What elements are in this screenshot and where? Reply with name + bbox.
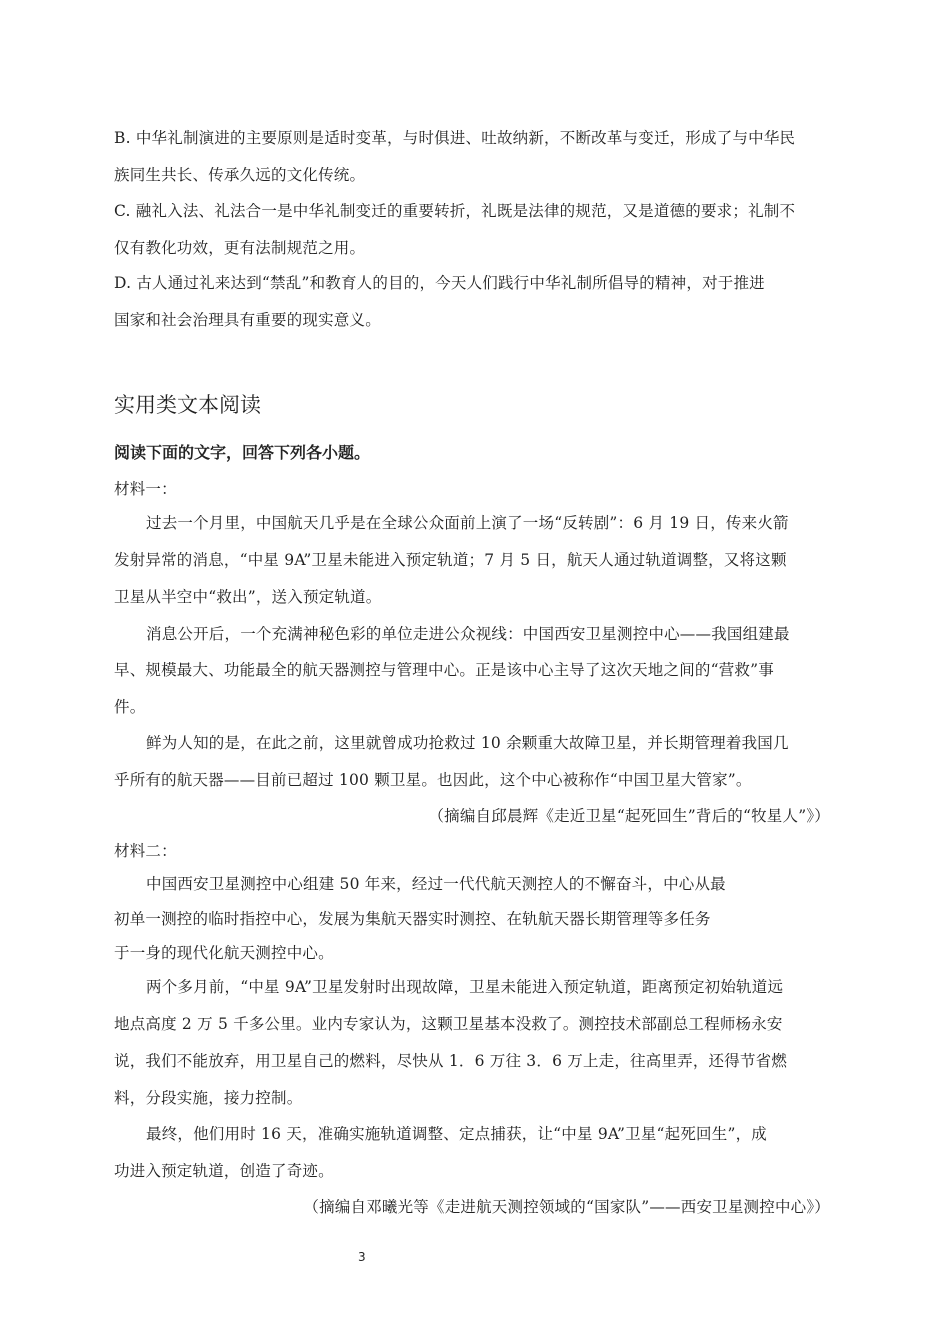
material-2-source: （摘编自邓曦光等《走进航天测控领域的“国家队”——西安卫星测控中心》） [303,1198,830,1216]
option-b-line-2: 族同生共长、传承久远的文化传统。 [114,166,366,184]
material-2-line: 于一身的现代化航天测控中心。 [114,944,334,962]
material-1-line: 发射异常的消息，“中星 9A”卫星未能进入预定轨道；7 月 5 日，航天人通过轨道调整，又将这颗 [114,551,787,569]
material-1-line: 早、规模最大、功能最全的航天器测控与管理中心。正是该中心主导了这次天地之间的“营救”事 [114,661,774,679]
option-d-line-1: D. 古人通过礼来达到“禁乱”和教育人的目的，今天人们践行中华礼制所倡导的精神，对于推进 [114,274,765,292]
page-number: 3 [358,1250,366,1264]
section-instruction: 阅读下面的文字，回答下列各小题。 [114,443,371,462]
material-1-line: 乎所有的航天器——目前已超过 100 颗卫星。也因此，这个中心被称作“中国卫星大管家”。 [114,771,752,789]
material-2-line: 功进入预定轨道，创造了奇迹。 [114,1162,334,1180]
material-1-line: 消息公开后，一个充满神秘色彩的单位走进公众视线：中国西安卫星测控中心——我国组建最 [146,625,790,643]
material-1-line: 件。 [114,698,146,716]
option-c-line-1: C. 融礼入法、礼法合一是中华礼制变迁的重要转折，礼既是法律的规范，又是道德的要求；礼制不 [114,202,796,220]
material-2-line: 中国西安卫星测控中心组建 50 年来，经过一代代航天测控人的不懈奋斗，中心从最 [146,875,726,893]
material-2-line: 两个多月前，“中星 9A”卫星发射时出现故障，卫星未能进入预定轨道，距离预定初始轨道远 [146,978,784,996]
material-1-line: 卫星从半空中“救出”，送入预定轨道。 [114,588,382,606]
material-2-line: 最终，他们用时 16 天，准确实施轨道调整、定点捕获，让“中星 9A”卫星“起死回生”，成 [146,1125,767,1143]
material-2-line: 料，分段实施，接力控制。 [114,1089,303,1107]
option-c-line-2: 仅有教化功效，更有法制规范之用。 [114,239,366,257]
material-1-label: 材料一： [114,480,177,498]
option-b-line-1: B. 中华礼制演进的主要原则是适时变革，与时俱进、吐故纳新，不断改革与变迁，形成了与中华民 [114,129,796,147]
section-title: 实用类文本阅读 [114,393,261,417]
material-2-line: 说，我们不能放弃，用卫星自己的燃料，尽快从 1．6 万往 3．6 万上走，往高里弄，还得节省燃 [114,1052,788,1070]
material-2-line: 初单一测控的临时指控中心，发展为集航天器实时测控、在轨航天器长期管理等多任务 [114,910,711,928]
material-1-line: 鲜为人知的是，在此之前，这里就曾成功抢救过 10 余颗重大故障卫星，并长期管理着我国几 [146,734,789,752]
material-1-source: （摘编自邱晨辉《走近卫星“起死回生”背后的“牧星人”》） [428,807,830,825]
material-1-line: 过去一个月里，中国航天几乎是在全球公众面前上演了一场“反转剧”：6 月 19 日，传来火箭 [146,514,789,532]
material-2-label: 材料二： [114,842,177,860]
material-2-line: 地点高度 2 万 5 千多公里。业内专家认为，这颗卫星基本没救了。测控技术部副总工程师杨永安 [114,1015,783,1033]
option-d-line-2: 国家和社会治理具有重要的现实意义。 [114,311,381,329]
